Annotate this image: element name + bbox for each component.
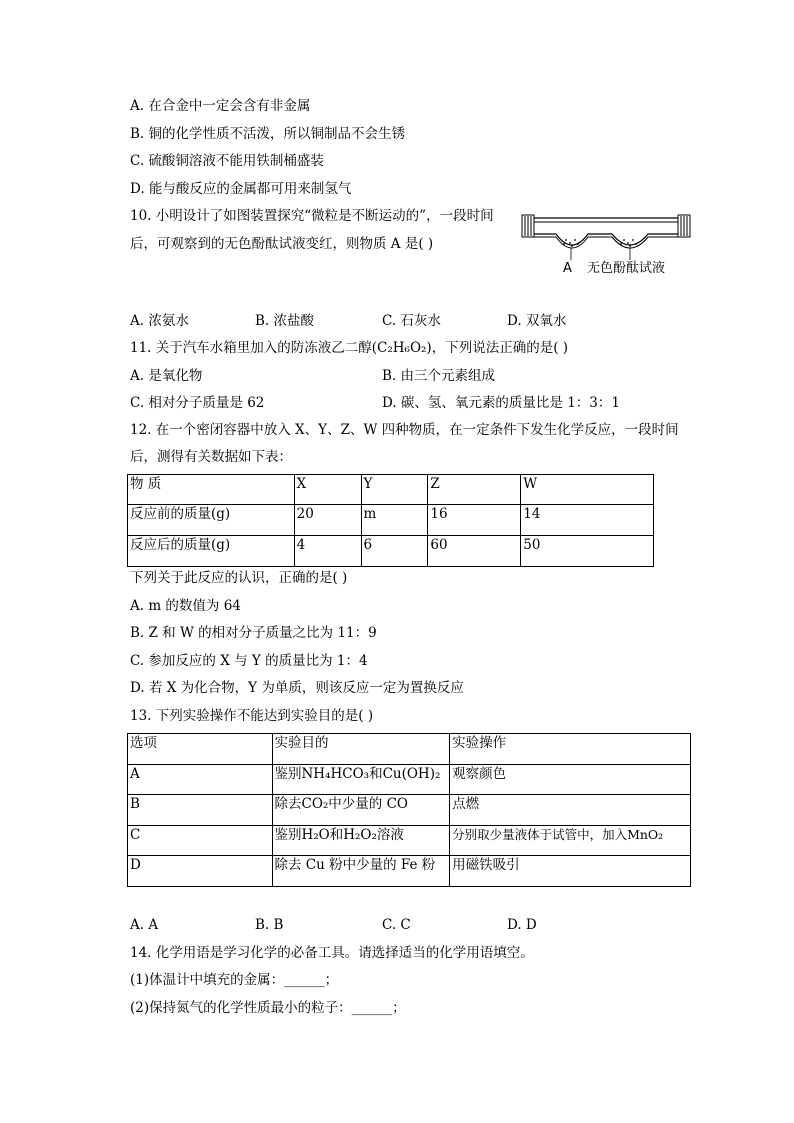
q13-stem: 13. 下列实验操作不能达到实验目的是( ): [130, 708, 374, 724]
table-cell: 分别取少量液体于试管中，加入MnO₂: [450, 826, 691, 856]
q10-option-a: A. 浓氨水: [130, 313, 189, 329]
q11-option-b: B. 由三个元素组成: [382, 368, 496, 384]
table-header-cell: 选项: [128, 734, 273, 765]
table-cell: D: [128, 856, 273, 887]
q12-option-b: B. Z 和 W 的相对分子质量之比为 11：9: [130, 625, 377, 641]
q13-option-d: D. D: [507, 917, 537, 933]
q13-option-c: C. C: [382, 917, 411, 933]
table-header-row: [128, 475, 654, 505]
table-header-cell: W: [521, 475, 654, 505]
q14-stem: 14. 化学用语是学习化学的必备工具。请选择适当的化学用语填空。: [130, 945, 534, 961]
table-header-cell: Y: [361, 475, 428, 505]
q11-option-d: D. 碳、氢、氧元素的质量比是 1：3：1: [382, 395, 620, 411]
q14-item-2: (2)保持氮气的化学性质最小的粒子：______；: [130, 1000, 406, 1016]
q11-option-c: C. 相对分子质量是 62: [130, 395, 265, 411]
table-cell: 除去CO₂中少量的 CO: [272, 795, 450, 826]
table-header-cell: 实验目的: [272, 734, 450, 765]
table-row: [128, 536, 654, 567]
q13-option-a: A. A: [130, 917, 159, 933]
table-cell: 鉴别NH₄HCO₃和Cu(OH)₂: [272, 765, 450, 795]
table-row: [128, 856, 691, 887]
q13-option-b: B. B: [255, 917, 284, 933]
table-row: [128, 765, 691, 795]
q11-option-a: A. 是氧化物: [130, 368, 203, 384]
q12-stem-line1: 12. 在一个密闭容器中放入 X、Y、Z、W 四种物质，在一定条件下发生化学反应，一段时间: [130, 422, 679, 438]
q13-experiment-table: [127, 733, 691, 887]
table-cell: 14: [521, 505, 654, 536]
q10-option-b: B. 浓盐酸: [255, 313, 315, 329]
table-cell: 鉴别H₂O和H₂O₂溶液: [272, 826, 450, 856]
q10-stem-line2: 后，可观察到的无色酚酞试液变红，则物质 A 是( ): [130, 236, 434, 252]
table-row: [128, 505, 654, 536]
q10-option-c: C. 石灰水: [382, 313, 441, 329]
table-cell: 用磁铁吸引: [450, 856, 691, 887]
q10-stem-line1: 10. 小明设计了如图装置探究“微粒是不断运动的”，一段时间: [130, 208, 494, 224]
table-cell: 除去 Cu 粉中少量的 Fe 粉: [272, 856, 450, 887]
q9-option-d: D. 能与酸反应的金属都可用来制氢气: [130, 181, 352, 197]
q12-stem-line2: 后，测得有关数据如下表：: [130, 449, 292, 465]
table-cell: 4: [294, 536, 361, 567]
table-cell: 50: [521, 536, 654, 567]
table-cell: 点燃: [450, 795, 691, 826]
q12-option-a: A. m 的数值为 64: [130, 598, 241, 614]
q9-option-b: B. 铜的化学性质不活泼，所以铜制品不会生锈: [130, 126, 406, 142]
figure-label-a: A: [563, 261, 572, 276]
table-header-cell: 实验操作: [450, 734, 691, 765]
table-header-cell: X: [294, 475, 361, 505]
q9-option-a: A. 在合金中一定会含有非金属: [130, 98, 311, 114]
table-cell: 反应后的质量(g): [128, 536, 295, 567]
table-header-cell: 物 质: [128, 475, 295, 505]
table-cell: 观察颜色: [450, 765, 691, 795]
table-cell: C: [128, 826, 273, 856]
q10-option-d: D. 双氧水: [507, 313, 567, 329]
q14-item-1: (1)体温计中填充的金属：______；: [130, 972, 339, 988]
table-row: [128, 795, 691, 826]
table-cell: B: [128, 795, 273, 826]
table-cell: 6: [361, 536, 428, 567]
table-cell: A: [128, 765, 273, 795]
q12-data-table: [127, 474, 654, 567]
table-cell: 16: [428, 505, 521, 536]
q12-question: 下列关于此反应的认识，正确的是( ): [130, 570, 348, 586]
q9-option-c: C. 硫酸铜溶液不能用铁制桶盛装: [130, 153, 324, 169]
table-cell: 60: [428, 536, 521, 567]
table-header-row: [128, 734, 691, 765]
table-header-cell: Z: [428, 475, 521, 505]
table-row: [128, 826, 691, 856]
q12-option-c: C. 参加反应的 X 与 Y 的质量比为 1：4: [130, 653, 368, 669]
table-cell: 反应前的质量(g): [128, 505, 295, 536]
table-cell: 20: [294, 505, 361, 536]
figure-label-phenolphthalein: 无色酚酞试液: [587, 261, 666, 276]
q12-option-d: D. 若 X 为化合物，Y 为单质，则该反应一定为置换反应: [130, 680, 464, 696]
q11-stem: 11. 关于汽车水箱里加入的防冻液乙二醇(C₂H₆O₂)，下列说法正确的是( ): [130, 340, 569, 356]
table-cell: m: [361, 505, 428, 536]
